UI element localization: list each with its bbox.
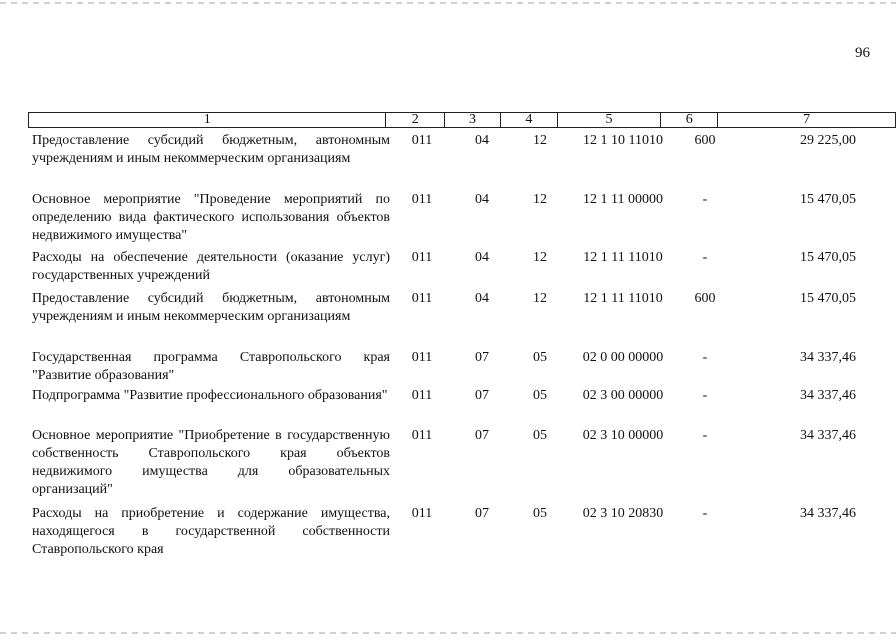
row-target-article: 02 3 10 20830 bbox=[582, 506, 664, 521]
row-subsection: 05 bbox=[533, 428, 547, 443]
row-description: Расходы на обеспечение деятельности (оказание услуг) государственных учреждений bbox=[32, 250, 390, 283]
row-ministry-code: 011 bbox=[411, 250, 433, 265]
row-description: Предоставление субсидий бюджетным, автономным учреждениям и иным некоммерческим организациям bbox=[32, 133, 390, 166]
row-description: Основное мероприятие "Проведение мероприятий по определению вида фактического использования объектов недвижимого имущества" bbox=[32, 192, 390, 243]
row-target-article: 12 1 11 00000 bbox=[583, 192, 663, 207]
header-col-2: 2 bbox=[386, 113, 445, 128]
row-description: Подпрограмма "Развитие профессионального образования" bbox=[32, 388, 388, 403]
row-section: 04 bbox=[475, 192, 489, 207]
row-amount: 15 470,05 bbox=[800, 250, 856, 265]
header-col-1: 1 bbox=[29, 113, 386, 128]
row-target-article: 02 3 10 00000 bbox=[582, 428, 664, 443]
row-description: Расходы на приобретение и содержание имущества, находящегося в государственной собственности Ставропольского края bbox=[32, 506, 390, 557]
header-col-7: 7 bbox=[718, 113, 896, 128]
row-target-article: 12 1 11 11010 bbox=[583, 291, 663, 306]
row-subsection: 05 bbox=[533, 388, 547, 403]
row-expense-type: - bbox=[702, 428, 708, 443]
row-section: 04 bbox=[475, 291, 489, 306]
row-amount: 34 337,46 bbox=[800, 388, 856, 403]
row-ministry-code: 011 bbox=[411, 133, 433, 148]
row-ministry-code: 011 bbox=[411, 428, 433, 443]
row-amount: 29 225,00 bbox=[800, 133, 856, 148]
row-section: 07 bbox=[475, 388, 489, 403]
header-col-3: 3 bbox=[445, 113, 501, 128]
row-amount: 34 337,46 bbox=[800, 506, 856, 521]
row-section: 07 bbox=[475, 350, 489, 365]
header-col-6: 6 bbox=[661, 113, 718, 128]
row-expense-type: 600 bbox=[694, 133, 716, 148]
row-section: 04 bbox=[475, 250, 489, 265]
row-target-article: 12 1 11 11010 bbox=[583, 250, 663, 265]
row-description: Государственная программа Ставропольского края "Развитие образования" bbox=[32, 350, 390, 383]
row-expense-type: - bbox=[702, 192, 708, 207]
row-subsection: 12 bbox=[533, 291, 547, 306]
row-ministry-code: 011 bbox=[411, 192, 433, 207]
row-subsection: 05 bbox=[533, 350, 547, 365]
row-expense-type: 600 bbox=[694, 291, 716, 306]
row-ministry-code: 011 bbox=[411, 506, 433, 521]
scan-bottom-edge bbox=[0, 632, 896, 634]
row-section: 07 bbox=[475, 428, 489, 443]
row-description: Предоставление субсидий бюджетным, автономным учреждениям и иным некоммерческим организациям bbox=[32, 291, 390, 324]
row-target-article: 02 3 00 00000 bbox=[582, 388, 664, 403]
row-subsection: 12 bbox=[533, 250, 547, 265]
row-amount: 34 337,46 bbox=[800, 428, 856, 443]
row-amount: 15 470,05 bbox=[800, 291, 856, 306]
row-expense-type: - bbox=[702, 350, 708, 365]
header-col-5: 5 bbox=[557, 113, 661, 128]
row-subsection: 12 bbox=[533, 192, 547, 207]
row-ministry-code: 011 bbox=[411, 291, 433, 306]
row-subsection: 05 bbox=[533, 506, 547, 521]
row-expense-type: - bbox=[702, 506, 708, 521]
header-col-4: 4 bbox=[500, 113, 557, 128]
row-amount: 15 470,05 bbox=[800, 192, 856, 207]
row-description: Основное мероприятие "Приобретение в государственную собственность Ставропольского края объектов недвижимого имущества для образовательных организаций" bbox=[32, 428, 390, 497]
row-section: 04 bbox=[475, 133, 489, 148]
row-amount: 34 337,46 bbox=[800, 350, 856, 365]
page-number: 96 bbox=[855, 45, 870, 61]
row-expense-type: - bbox=[702, 250, 708, 265]
row-subsection: 12 bbox=[533, 133, 547, 148]
row-target-article: 02 0 00 00000 bbox=[582, 350, 664, 365]
row-ministry-code: 011 bbox=[411, 388, 433, 403]
row-ministry-code: 011 bbox=[411, 350, 433, 365]
row-section: 07 bbox=[475, 506, 489, 521]
row-target-article: 12 1 10 11010 bbox=[583, 133, 663, 148]
row-expense-type: - bbox=[702, 388, 708, 403]
